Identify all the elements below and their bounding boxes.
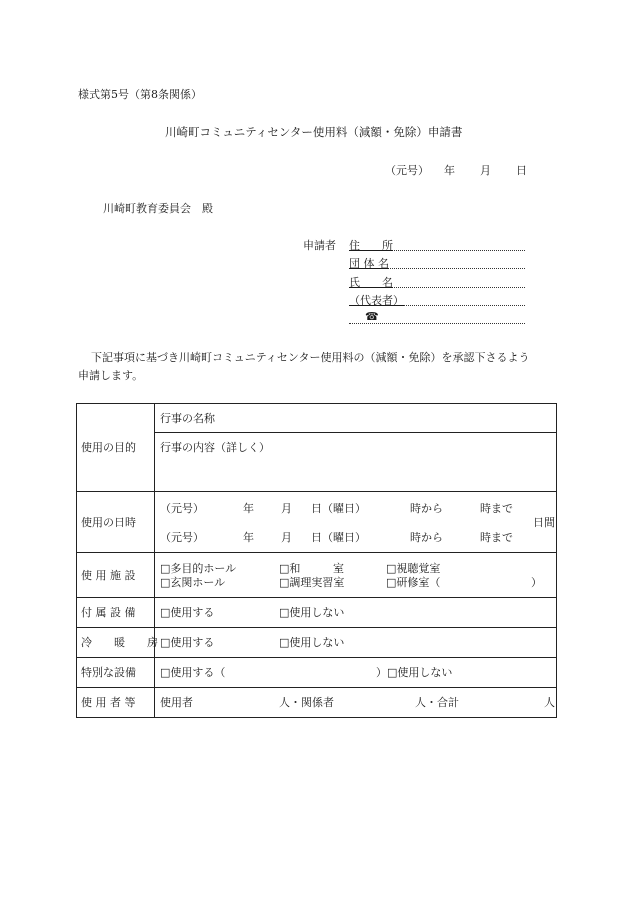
date-month: 月 — [480, 164, 491, 177]
date-year: 年 — [444, 164, 455, 177]
start-era: （元号） — [160, 501, 204, 515]
checkbox-equipment-not-use[interactable]: □使用しない — [279, 606, 345, 619]
body-text-line2: 申請します。 — [78, 369, 144, 382]
event-detail-label: 行事の内容（詳しく） — [160, 441, 270, 454]
start-month: 月 — [281, 501, 292, 515]
aircon-row — [77, 628, 557, 658]
users-header: 使 用 者 等 — [77, 688, 155, 718]
checkbox-training-room[interactable]: □研修室（ — [386, 575, 441, 589]
japanese-room-suffix: 室 — [333, 561, 344, 575]
checkbox-japanese-room[interactable]: □和 — [279, 561, 301, 575]
start-weekday: 曜日） — [333, 501, 366, 515]
application-table — [76, 403, 557, 718]
end-weekday: 曜日） — [333, 530, 366, 544]
equipment-field — [155, 598, 557, 628]
facility-row — [77, 553, 557, 598]
datetime-row — [77, 492, 557, 553]
document-title: 川崎町コミュニティセンター使用料（減額・免除）申請書 — [165, 125, 463, 139]
datetime-field[interactable] — [155, 492, 557, 553]
equipment-header: 付 属 設 備 — [77, 598, 155, 628]
end-from: 時から — [410, 530, 443, 544]
name-label: 氏 名 — [349, 276, 393, 289]
start-day: 日（ — [311, 501, 333, 515]
name-field[interactable] — [349, 274, 525, 288]
end-era: （元号） — [160, 530, 204, 544]
training-room-close: ） — [531, 575, 542, 589]
applicant-label: 申請者 — [303, 239, 336, 252]
date-era: （元号） — [385, 164, 429, 177]
phone-field[interactable] — [349, 310, 525, 324]
event-name-field[interactable] — [155, 404, 557, 433]
checkbox-special-not-use[interactable]: ）□使用しない — [376, 666, 453, 679]
representative-field[interactable] — [349, 292, 525, 306]
address-field[interactable] — [349, 237, 525, 251]
checkbox-cooking-room[interactable]: □調理実習室 — [279, 575, 345, 589]
aircon-header: 冷 暖 房 — [77, 628, 155, 658]
special-equipment-header: 特別な設備 — [77, 658, 155, 688]
total-unit: 人 — [544, 695, 555, 709]
users-row — [77, 688, 557, 718]
datetime-header: 使用の日時 — [77, 492, 155, 553]
end-day: 日（ — [311, 530, 333, 544]
purpose-header: 使用の目的 — [77, 404, 155, 492]
phone-icon: ☎ — [365, 310, 379, 323]
purpose-row — [77, 404, 557, 433]
start-from: 時から — [410, 501, 443, 515]
checkbox-aircon-not-use[interactable]: □使用しない — [279, 636, 345, 649]
start-year: 年 — [243, 501, 254, 515]
body-text-line1: 下記事項に基づき川崎町コミュニティセンター使用料の（減額・免除）を承認下さるよう — [91, 351, 530, 364]
address-label: 住 所 — [349, 239, 393, 252]
duration-days: 日間 — [533, 515, 555, 529]
checkbox-entrance-hall[interactable]: □玄関ホール — [160, 575, 226, 589]
equipment-row — [77, 598, 557, 628]
users-field[interactable] — [155, 688, 557, 718]
checkbox-aircon-use[interactable]: □使用する — [160, 636, 215, 649]
group-name-field[interactable] — [349, 255, 525, 269]
checkbox-multi-hall[interactable]: □多目的ホール — [160, 561, 237, 575]
representative-label: （代表者） — [349, 294, 404, 307]
group-name-label: 団 体 名 — [349, 257, 389, 270]
aircon-field — [155, 628, 557, 658]
total-label: 人・合計 — [415, 695, 459, 709]
related-label: 人・関係者 — [279, 695, 334, 709]
checkbox-equipment-use[interactable]: □使用する — [160, 606, 215, 619]
end-month: 月 — [281, 530, 292, 544]
users-label: 使用者 — [160, 695, 193, 709]
checkbox-av-room[interactable]: □視聴覚室 — [386, 561, 441, 575]
facility-header: 使 用 施 設 — [77, 553, 155, 598]
facility-field — [155, 553, 557, 598]
checkbox-special-use[interactable]: □使用する（ — [160, 666, 226, 679]
special-equipment-row — [77, 658, 557, 688]
end-until: 時まで — [480, 530, 513, 544]
form-number: 様式第5号（第8条関係） — [78, 88, 202, 101]
special-equipment-field — [155, 658, 557, 688]
date-day: 日 — [516, 164, 527, 177]
event-name-label: 行事の名称 — [160, 411, 215, 425]
event-detail-field[interactable] — [155, 433, 557, 492]
end-year: 年 — [243, 530, 254, 544]
addressee: 川崎町教育委員会 殿 — [103, 202, 213, 215]
start-until: 時まで — [480, 501, 513, 515]
